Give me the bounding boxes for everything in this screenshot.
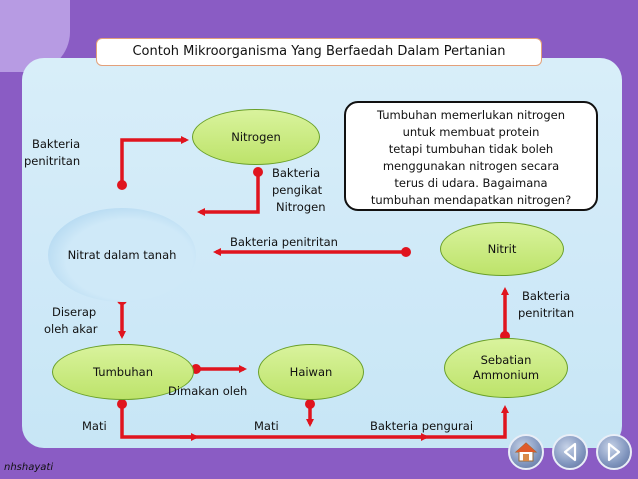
back-icon-glyph — [554, 436, 586, 468]
note-line: menggunakan nitrogen secara — [382, 159, 560, 173]
label-dimakan-oleh: Dimakan oleh — [168, 384, 248, 398]
note-line: tetapi tumbuhan tidak boleh — [388, 142, 554, 156]
node-nitrogen — [192, 109, 320, 165]
node-haiwan-label: Haiwan — [289, 364, 333, 379]
label-line: penitritan — [518, 306, 575, 320]
label-mati-1: Mati — [82, 419, 107, 433]
node-haiwan — [258, 344, 364, 400]
forward-icon[interactable] — [596, 434, 632, 470]
node-nitrat — [48, 208, 196, 302]
node-sebatian-ammonium — [444, 338, 568, 398]
label-line: Bakteria — [32, 137, 81, 151]
node-nitrit-label: Nitrit — [487, 241, 517, 256]
label-line: pengikat — [272, 183, 323, 197]
note-line: Tumbuhan memerlukan nitrogen — [376, 108, 566, 122]
label-line: Nitrogen — [276, 200, 326, 214]
label-bakteria-penitritan-mid: Bakteria penitritan — [230, 235, 338, 249]
arrow-nitrogen-to-nitrat — [200, 172, 258, 212]
back-icon[interactable] — [552, 434, 588, 470]
label-line: Bakteria — [272, 166, 321, 180]
node-sebatian-line1: Sebatian — [480, 353, 532, 367]
note-line: untuk membuat protein — [402, 125, 540, 139]
author-credit: nhshayati — [4, 462, 54, 473]
label-bakteria-penitritan-right — [518, 288, 575, 322]
node-nitrit — [440, 222, 564, 276]
forward-icon-glyph — [598, 436, 630, 468]
label-bakteria-pengikat — [272, 165, 325, 216]
label-line: penitritan — [24, 154, 81, 168]
slide-title: Contoh Mikroorganisma Yang Berfaedah Dalam Pertanian — [96, 38, 542, 66]
node-nitrogen-label: Nitrogen — [231, 129, 281, 144]
label-bakteria-penitritan-left — [24, 136, 81, 170]
label-line: oleh akar — [44, 322, 98, 336]
question-note — [344, 101, 598, 211]
label-mati-2: Mati — [254, 419, 279, 433]
home-icon-glyph — [510, 436, 542, 468]
label-bakteria-pengurai: Bakteria pengurai — [370, 419, 474, 433]
node-sebatian-line2: Ammonium — [472, 368, 540, 382]
arrow-nitrat-to-nitrogen — [122, 140, 186, 185]
note-line: tumbuhan mendapatkan nitrogen? — [370, 193, 572, 207]
label-diserap — [44, 304, 98, 338]
home-icon[interactable] — [508, 434, 544, 470]
label-line: Bakteria — [522, 289, 571, 303]
label-line: Diserap — [52, 305, 97, 319]
node-nitrat-label: Nitrat dalam tanah — [67, 247, 177, 262]
node-tumbuhan-label: Tumbuhan — [93, 364, 153, 379]
note-line: terus di udara. Bagaimana — [394, 176, 548, 190]
